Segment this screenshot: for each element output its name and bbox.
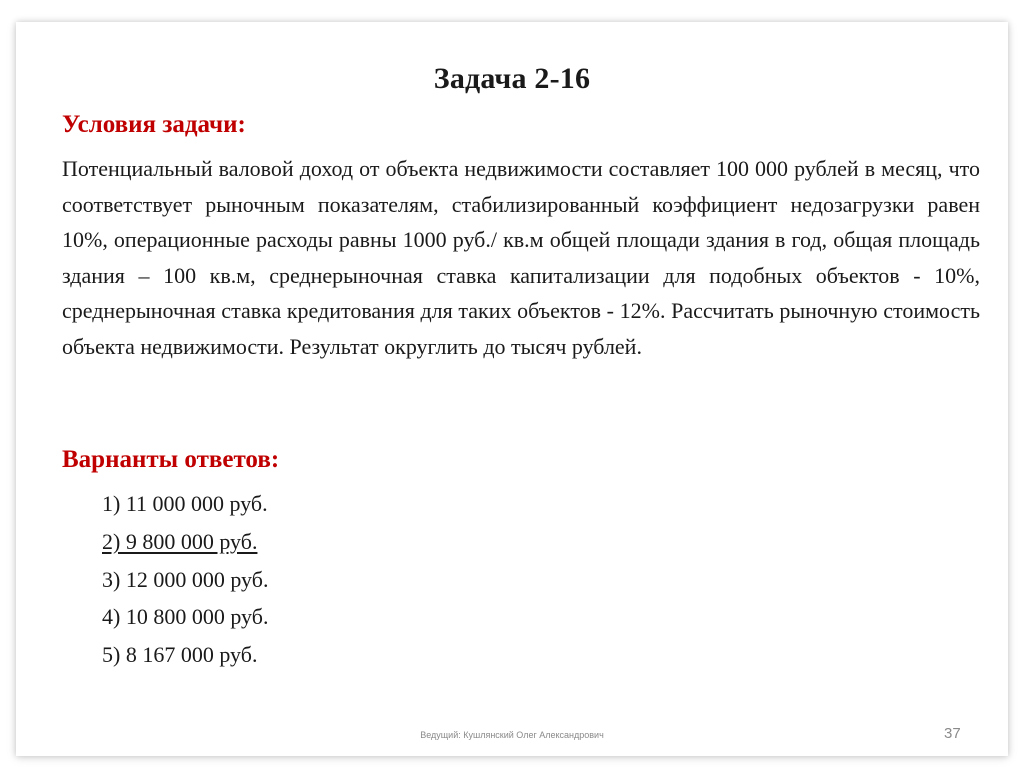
answer-option-5: 5) 8 167 000 руб.: [102, 642, 258, 668]
footer-presenter: Ведущий: Кушлянский Олег Александрович: [420, 730, 604, 740]
condition-heading: Условия задачи:: [62, 111, 246, 138]
slide: [16, 22, 1008, 756]
answer-option-3: 3) 12 000 000 руб.: [102, 566, 269, 592]
answer-option-4: 4) 10 800 000 руб.: [102, 604, 269, 630]
answer-option-1: 1) 11 000 000 руб.: [102, 491, 268, 516]
answers-heading: Варнанты ответов:: [62, 446, 280, 473]
answers-list: [102, 485, 268, 674]
slide-title: Задача 2-16: [433, 62, 591, 95]
condition-text: Потенциальный валовой доход от объекта недвижимости составляет 100 000 рублей в месяц, что соответствует рыночным показателям, стабилизированный коэффициент недозагрузки равен 10%, операционные расходы равны 1000 руб./ кв.м общей площади здания в год, общая площадь здания – 100 кв.м, среднерыночная ставка капитализации для подобных объектов - 10%, среднерыночная ставка кредитования для таких объектов - 12%. Рассчитать рыночную стоимость объекта недвижимости. Результат округлить до тысяч рублей.: [62, 156, 980, 359]
page-number: 37: [944, 725, 961, 742]
answer-option-2-correct: 2) 9 800 000 руб.: [102, 528, 258, 554]
